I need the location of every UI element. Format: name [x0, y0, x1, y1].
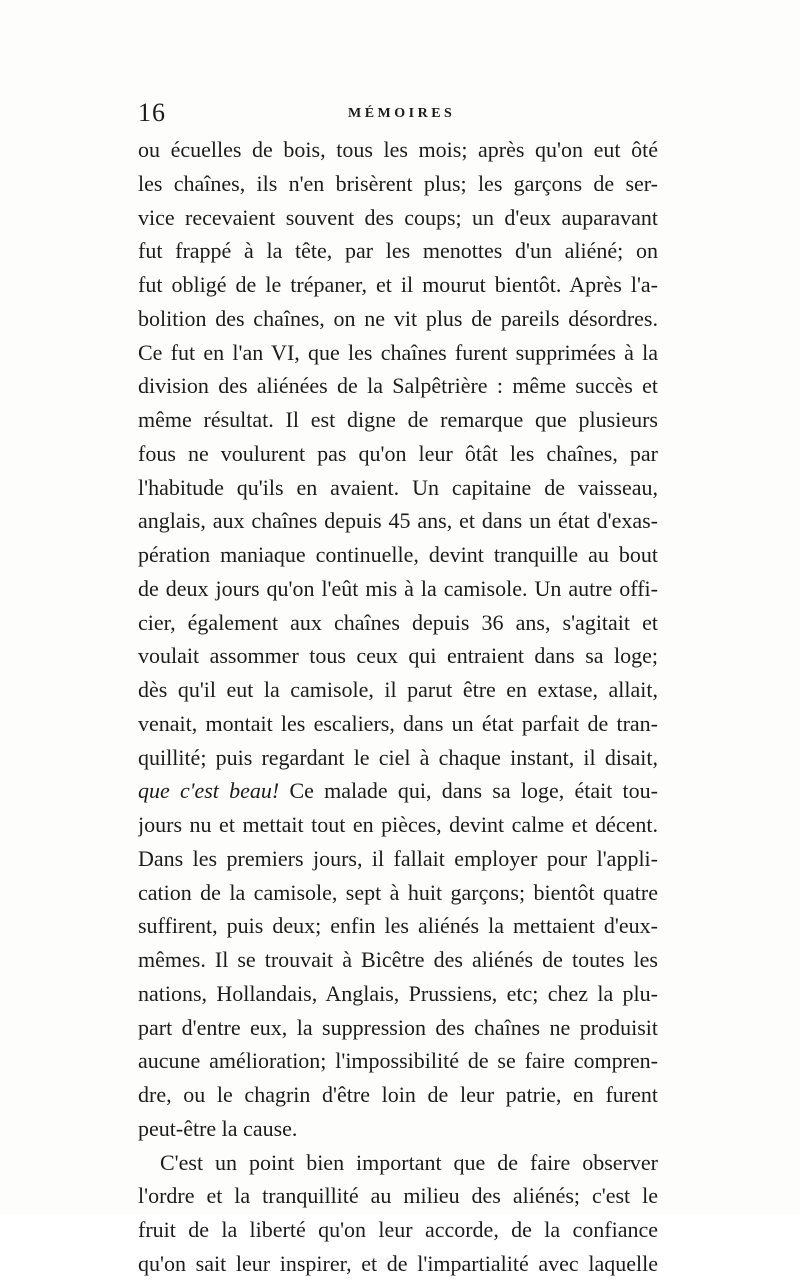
text-line: l'habitude qu'ils en avaient. Un capitaine de vaisseau, [138, 474, 658, 500]
text-line: fous ne voulurent pas qu'on leur ôtât les chaînes, par [138, 440, 658, 466]
text-line: l'ordre et la tranquillité au milieu des aliénés; c'est le [138, 1183, 658, 1209]
text-line: aucune amélioration; l'impossibilité de se faire compren- [138, 1048, 658, 1074]
text-line: dès qu'il eut la camisole, il parut être en extase, allait, [138, 677, 658, 702]
text-line: C'est un point bien important que de faire observer [160, 1149, 658, 1175]
text-line: Dans les premiers jours, il fallait employer pour l'appli- [138, 845, 658, 871]
paragraph-2 [138, 1146, 658, 1281]
text-line: fut frappé à la tête, par les menottes d'un aliéné; on [138, 238, 658, 264]
text-line: quillité; puis regardant le ciel à chaque instant, il disait, [138, 744, 658, 770]
paragraph-1 [138, 133, 658, 1146]
text-line: Ce fut en l'an VI, que les chaînes furent supprimées à la [138, 339, 658, 365]
text-line: les chaînes, ils n'en brisèrent plus; les garçons de ser- [138, 170, 658, 196]
text-line: de deux jours qu'on l'eût mis à la camisole. Un autre offi- [138, 575, 658, 601]
text-fragment: Ce malade qui, dans sa loge, était tou- [279, 778, 658, 804]
text-line: voulait assommer tous ceux qui entraient dans sa loge; [138, 643, 658, 669]
text-line: ou écuelles de bois, tous les mois; après qu'on eut ôté [138, 137, 658, 162]
body-text [138, 133, 658, 1281]
text-line: fruit de la liberté qu'on leur accorde, de la confiance [138, 1217, 658, 1242]
text-line: division des aliénées de la Salpêtrière : même succès et [138, 373, 658, 399]
text-line: venait, montait les escaliers, dans un état parfait de tran- [138, 710, 658, 736]
text-line: mêmes. Il se trouvait à Bicêtre des aliénés de toutes les [138, 947, 658, 972]
text-line: qu'on sait leur inspirer, et de l'impartialité avec laquelle [138, 1250, 658, 1276]
page-header [138, 98, 658, 128]
text-line: vice recevaient souvent des coups; un d'eux auparavant [138, 204, 658, 230]
text-line: suffirent, puis deux; enfin les aliénés la mettaient d'eux- [138, 913, 658, 939]
text-line-with-italic [138, 774, 658, 808]
text-line: peut-être la cause. [138, 1115, 298, 1141]
text-line: cier, également aux chaînes depuis 36 ans, s'agitait et [138, 609, 658, 635]
text-line: jours nu et mettait tout en pièces, devint calme et décent. [138, 812, 658, 837]
page-number: 16 [138, 98, 166, 127]
text-line: pération maniaque continuelle, devint tranquille au bout [138, 542, 658, 567]
text-line: fut obligé de le trépaner, et il mourut bientôt. Après l'a- [138, 272, 658, 297]
running-title: MÉMOIRES [348, 106, 456, 121]
text-line: dre, ou le chagrin d'être loin de leur patrie, en furent [138, 1082, 658, 1107]
text-line: nations, Hollandais, Anglais, Prussiens, etc; chez la plu- [138, 980, 658, 1006]
text-line: anglais, aux chaînes depuis 45 ans, et dans un état d'exas- [138, 508, 658, 534]
text-line: même résultat. Il est digne de remarque que plusieurs [138, 407, 658, 432]
italic-quote: que c'est beau! [138, 778, 280, 804]
text-line: part d'entre eux, la suppression des chaînes ne produisit [138, 1014, 658, 1040]
text-line: bolition des chaînes, on ne vit plus de pareils désordres. [138, 305, 658, 331]
text-line: cation de la camisole, sept à huit garçons; bientôt quatre [138, 879, 658, 905]
